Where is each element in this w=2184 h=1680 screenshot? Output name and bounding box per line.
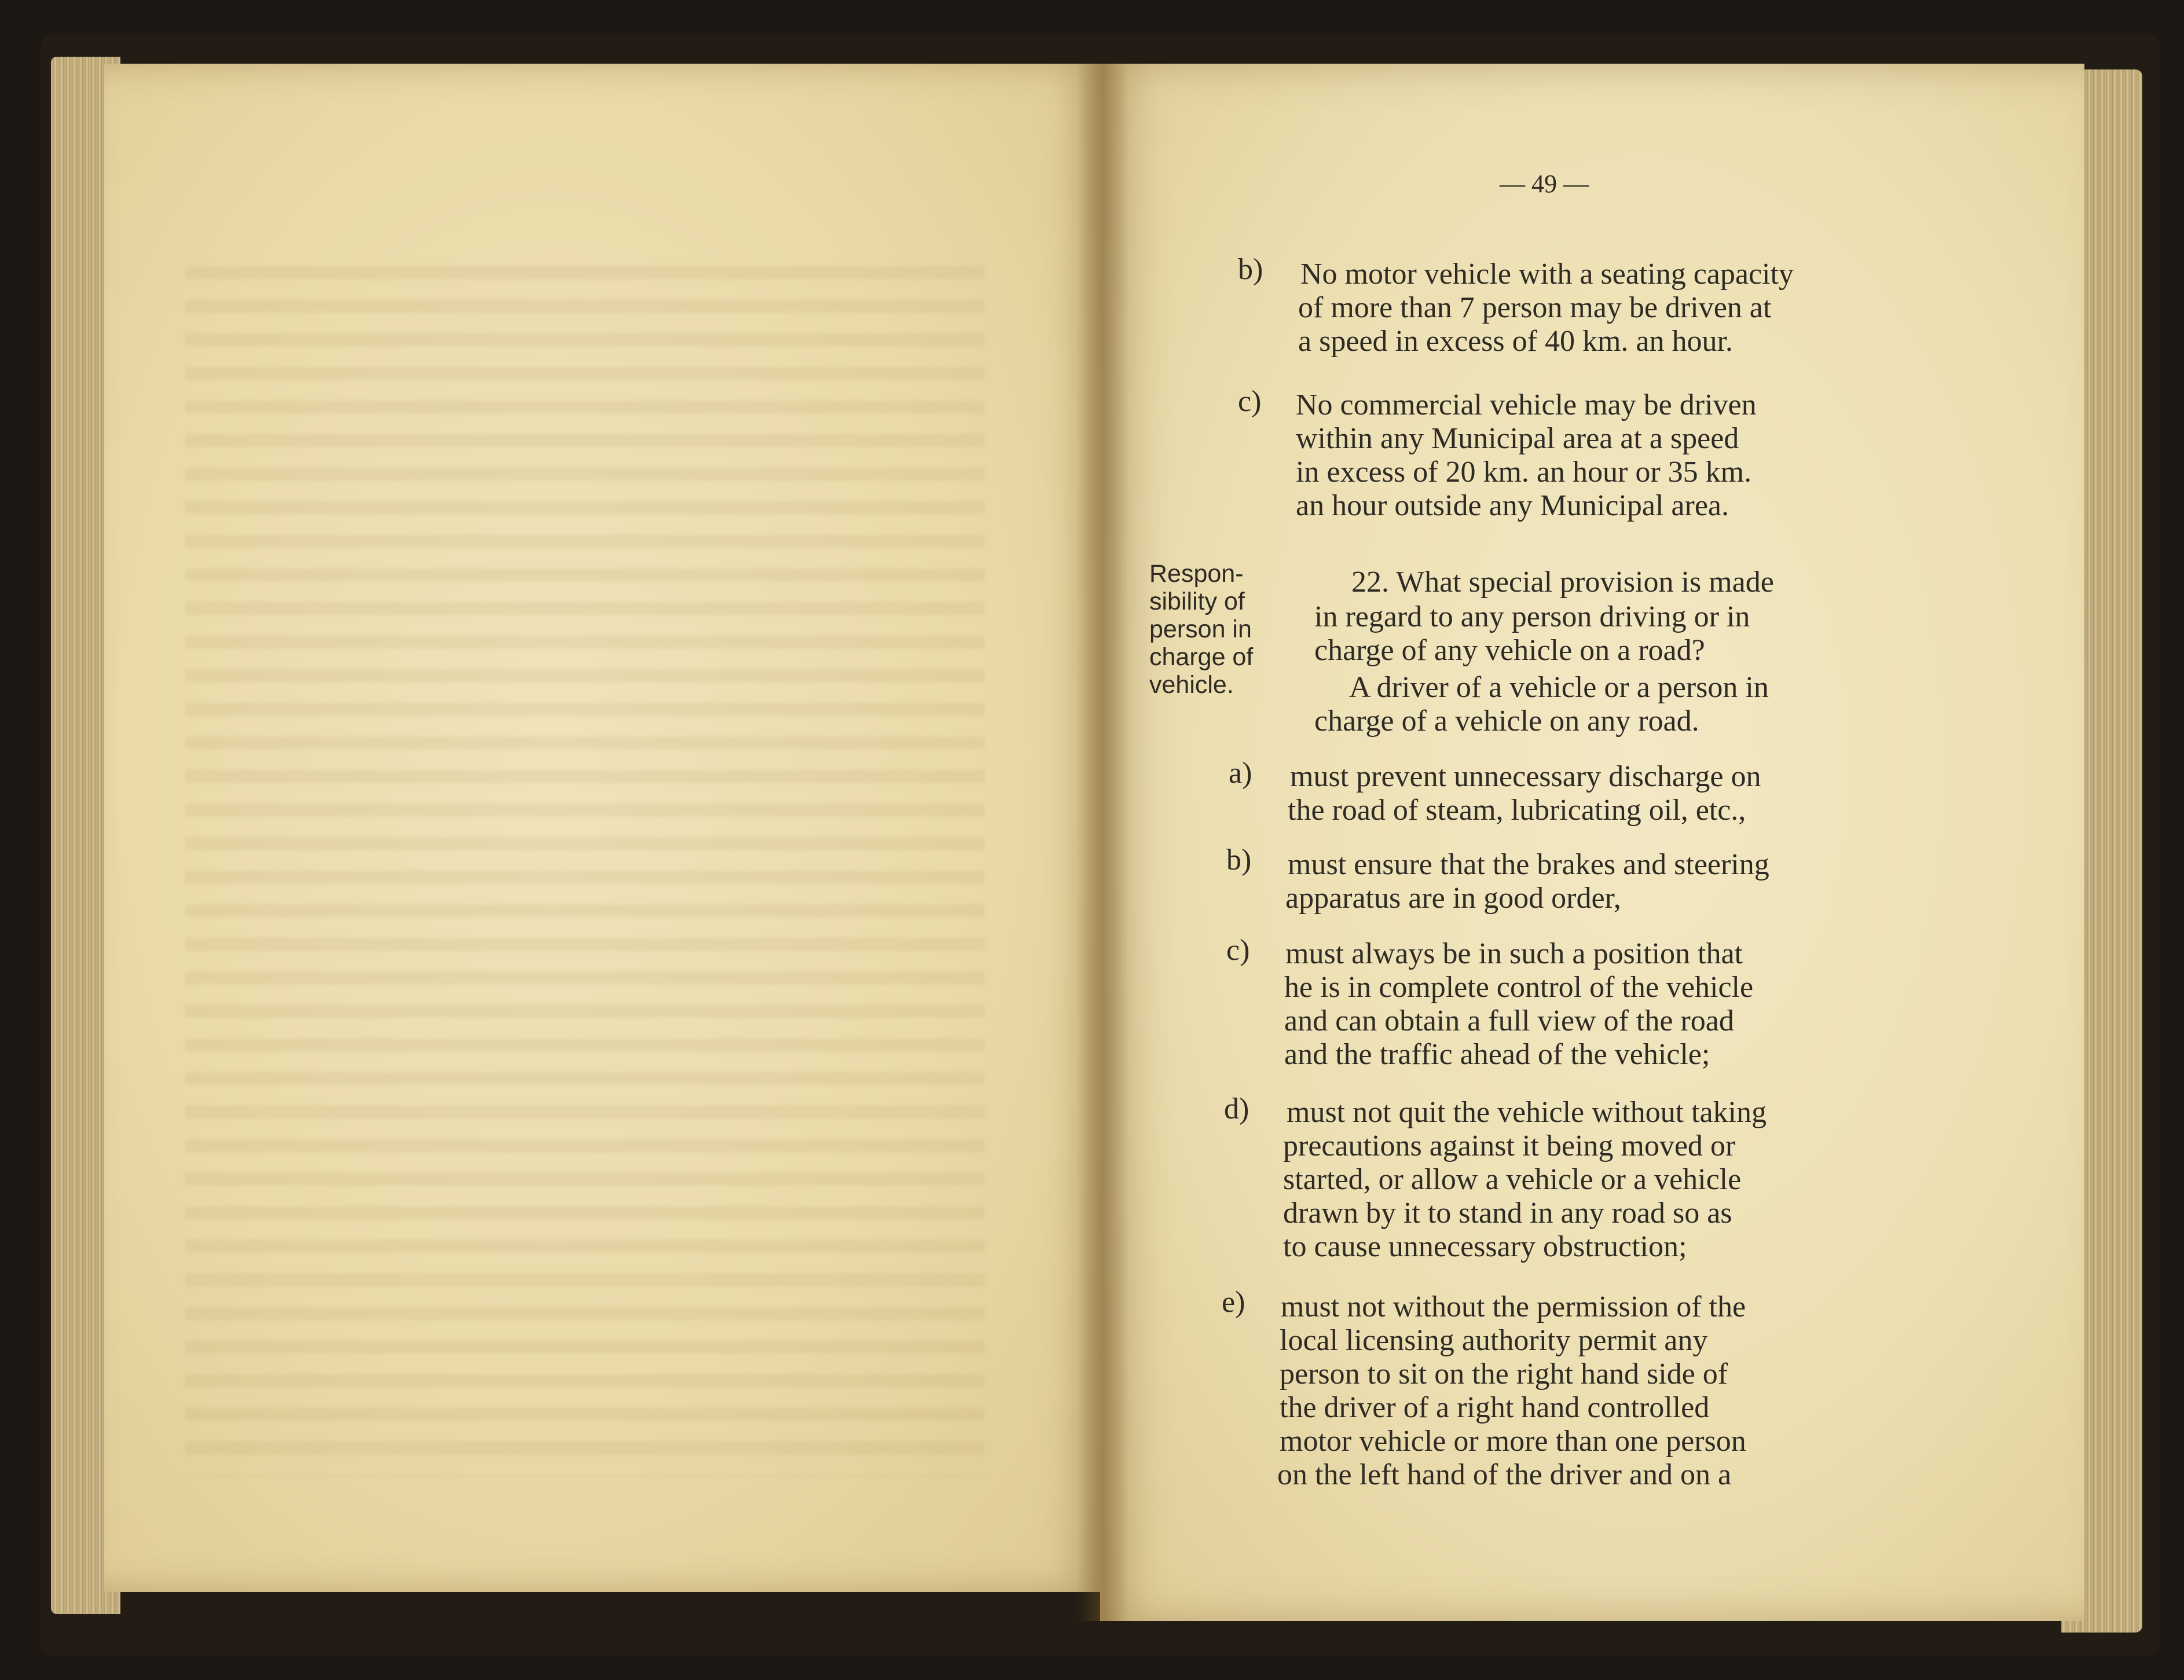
duty-line: to cause unnecessary obstruction; — [1283, 1230, 1687, 1263]
margin-sidenote — [1149, 560, 1253, 699]
duty-label: b) — [1226, 843, 1252, 876]
question-line: 22. What special provision is made — [1351, 566, 1774, 599]
duty-line: must not quit the vehicle without taking — [1287, 1096, 1767, 1129]
sidenote-line: person in — [1149, 615, 1252, 643]
item-line: No motor vehicle with a seating capacity — [1300, 258, 1794, 291]
sidenote-line: sibility of — [1149, 588, 1245, 615]
duty-label: d) — [1224, 1092, 1249, 1125]
bleed-through-text — [185, 249, 984, 1476]
duty-line: must ensure that the brakes and steering — [1288, 848, 1769, 881]
duty-line: must prevent unnecessary discharge on — [1290, 760, 1761, 793]
page-number: — 49 — — [1500, 170, 1589, 198]
sidenote-line: charge of — [1149, 643, 1254, 671]
duty-line: precautions against it being moved or — [1283, 1129, 1736, 1162]
duty-line: apparatus are in good order, — [1285, 882, 1621, 915]
duty-line: person to sit on the right hand side of — [1280, 1358, 1728, 1391]
duty-line: drawn by it to stand in any road so as — [1283, 1197, 1732, 1230]
duty-line: on the left hand of the driver and on a — [1277, 1458, 1732, 1491]
duty-line: must always be in such a position that — [1285, 937, 1743, 970]
duty-line: he is in complete control of the vehicle — [1284, 971, 1754, 1004]
item-line: of more than 7 person may be driven at — [1298, 291, 1772, 324]
sidenote-line: vehicle. — [1149, 671, 1234, 699]
question-line: in regard to any person driving or in — [1314, 600, 1750, 633]
answer-line: charge of a vehicle on any road. — [1314, 705, 1699, 738]
item-line: within any Municipal area at a speed — [1296, 422, 1739, 455]
duty-label: a) — [1229, 757, 1252, 790]
duty-line: and the traffic ahead of the vehicle; — [1284, 1038, 1710, 1071]
duty-line: the driver of a right hand controlled — [1280, 1391, 1710, 1424]
duty-line: started, or allow a vehicle or a vehicle — [1283, 1163, 1742, 1196]
duty-line: the road of steam, lubricating oil, etc., — [1288, 794, 1746, 827]
duty-line: motor vehicle or more than one person — [1280, 1425, 1746, 1458]
item-line: a speed in excess of 40 km. an hour. — [1298, 325, 1733, 358]
item-label: b) — [1238, 253, 1263, 286]
duty-line: local licensing authority permit any — [1280, 1324, 1708, 1357]
item-line: in excess of 20 km. an hour or 35 km. — [1296, 456, 1752, 489]
answer-line: A driver of a vehicle or a person in — [1349, 671, 1769, 704]
item-line: No commercial vehicle may be driven — [1296, 388, 1757, 421]
item-line: an hour outside any Municipal area. — [1296, 489, 1729, 522]
question-line: charge of any vehicle on a road? — [1314, 634, 1705, 667]
duty-label: e) — [1222, 1286, 1245, 1319]
duty-line: and can obtain a full view of the road — [1284, 1004, 1734, 1037]
duty-label: c) — [1226, 934, 1250, 967]
item-label: c) — [1238, 385, 1262, 418]
sidenote-line: Respon- — [1149, 560, 1244, 588]
duty-line: must not without the permission of the — [1281, 1290, 1746, 1323]
book-spine — [1077, 64, 1129, 1621]
